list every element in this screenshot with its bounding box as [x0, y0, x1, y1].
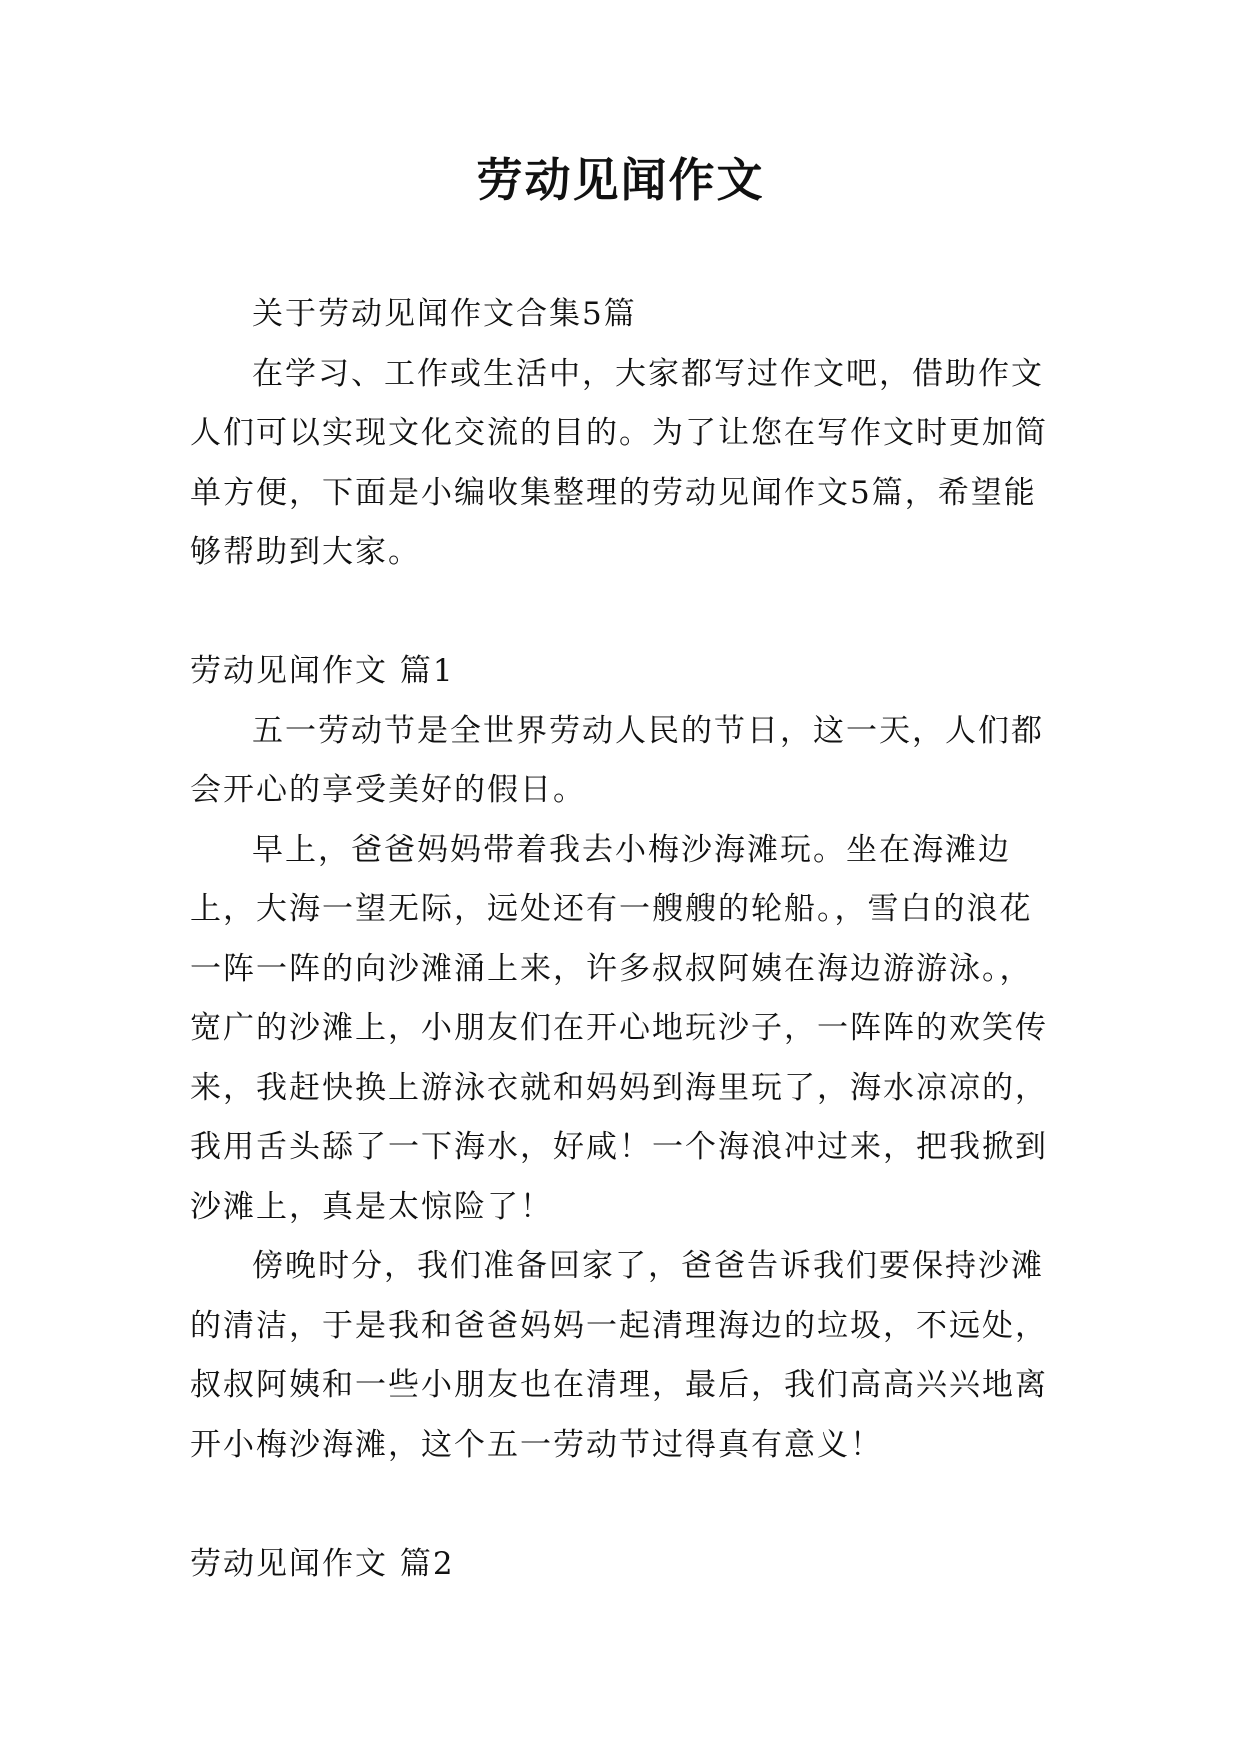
section-paragraph: 五一劳动节是全世界劳动人民的节日，这一天，人们都会开心的享受美好的假日。 [190, 712, 1044, 808]
document-title: 劳动见闻作文 [476, 153, 765, 207]
section-heading: 劳动见闻作文 篇2 [190, 1545, 455, 1582]
section-paragraph: 傍晚时分，我们准备回家了，爸爸告诉我们要保持沙滩的清洁，于是我和爸爸妈妈一起清理海边的垃圾，不远处，叔叔阿姨和一些小朋友也在清理，最后，我们高高兴兴地离开小梅沙海滩，这个五一劳动节过得真有意义！ [190, 1248, 1048, 1463]
section-paragraph: 早上，爸爸妈妈带着我去小梅沙海滩玩。坐在海滩边上，大海一望无际，远处还有一艘艘的轮船。，雪白的浪花一阵一阵的向沙滩涌上来，许多叔叔阿姨在海边游游泳。，宽广的沙滩上，小朋友们在开心地玩沙子，一阵阵的欢笑传来，我赶快换上游泳衣就和妈妈到海里玩了，海水凉凉的，我用舌头舔了一下海水，好咸！一个海浪冲过来，把我掀到沙滩上，真是太惊险了！ [190, 831, 1048, 1225]
document-body [190, 285, 1060, 1594]
intro-line: 关于劳动见闻作文合集5篇 [252, 296, 637, 332]
section-heading: 劳动见闻作文 篇1 [190, 653, 455, 689]
intro-paragraph: 在学习、工作或生活中，大家都写过作文吧，借助作文人们可以实现文化交流的目的。为了让您在写作文时更加简单方便，下面是小编收集整理的劳动见闻作文5篇，希望能够帮助到大家。 [190, 355, 1048, 570]
